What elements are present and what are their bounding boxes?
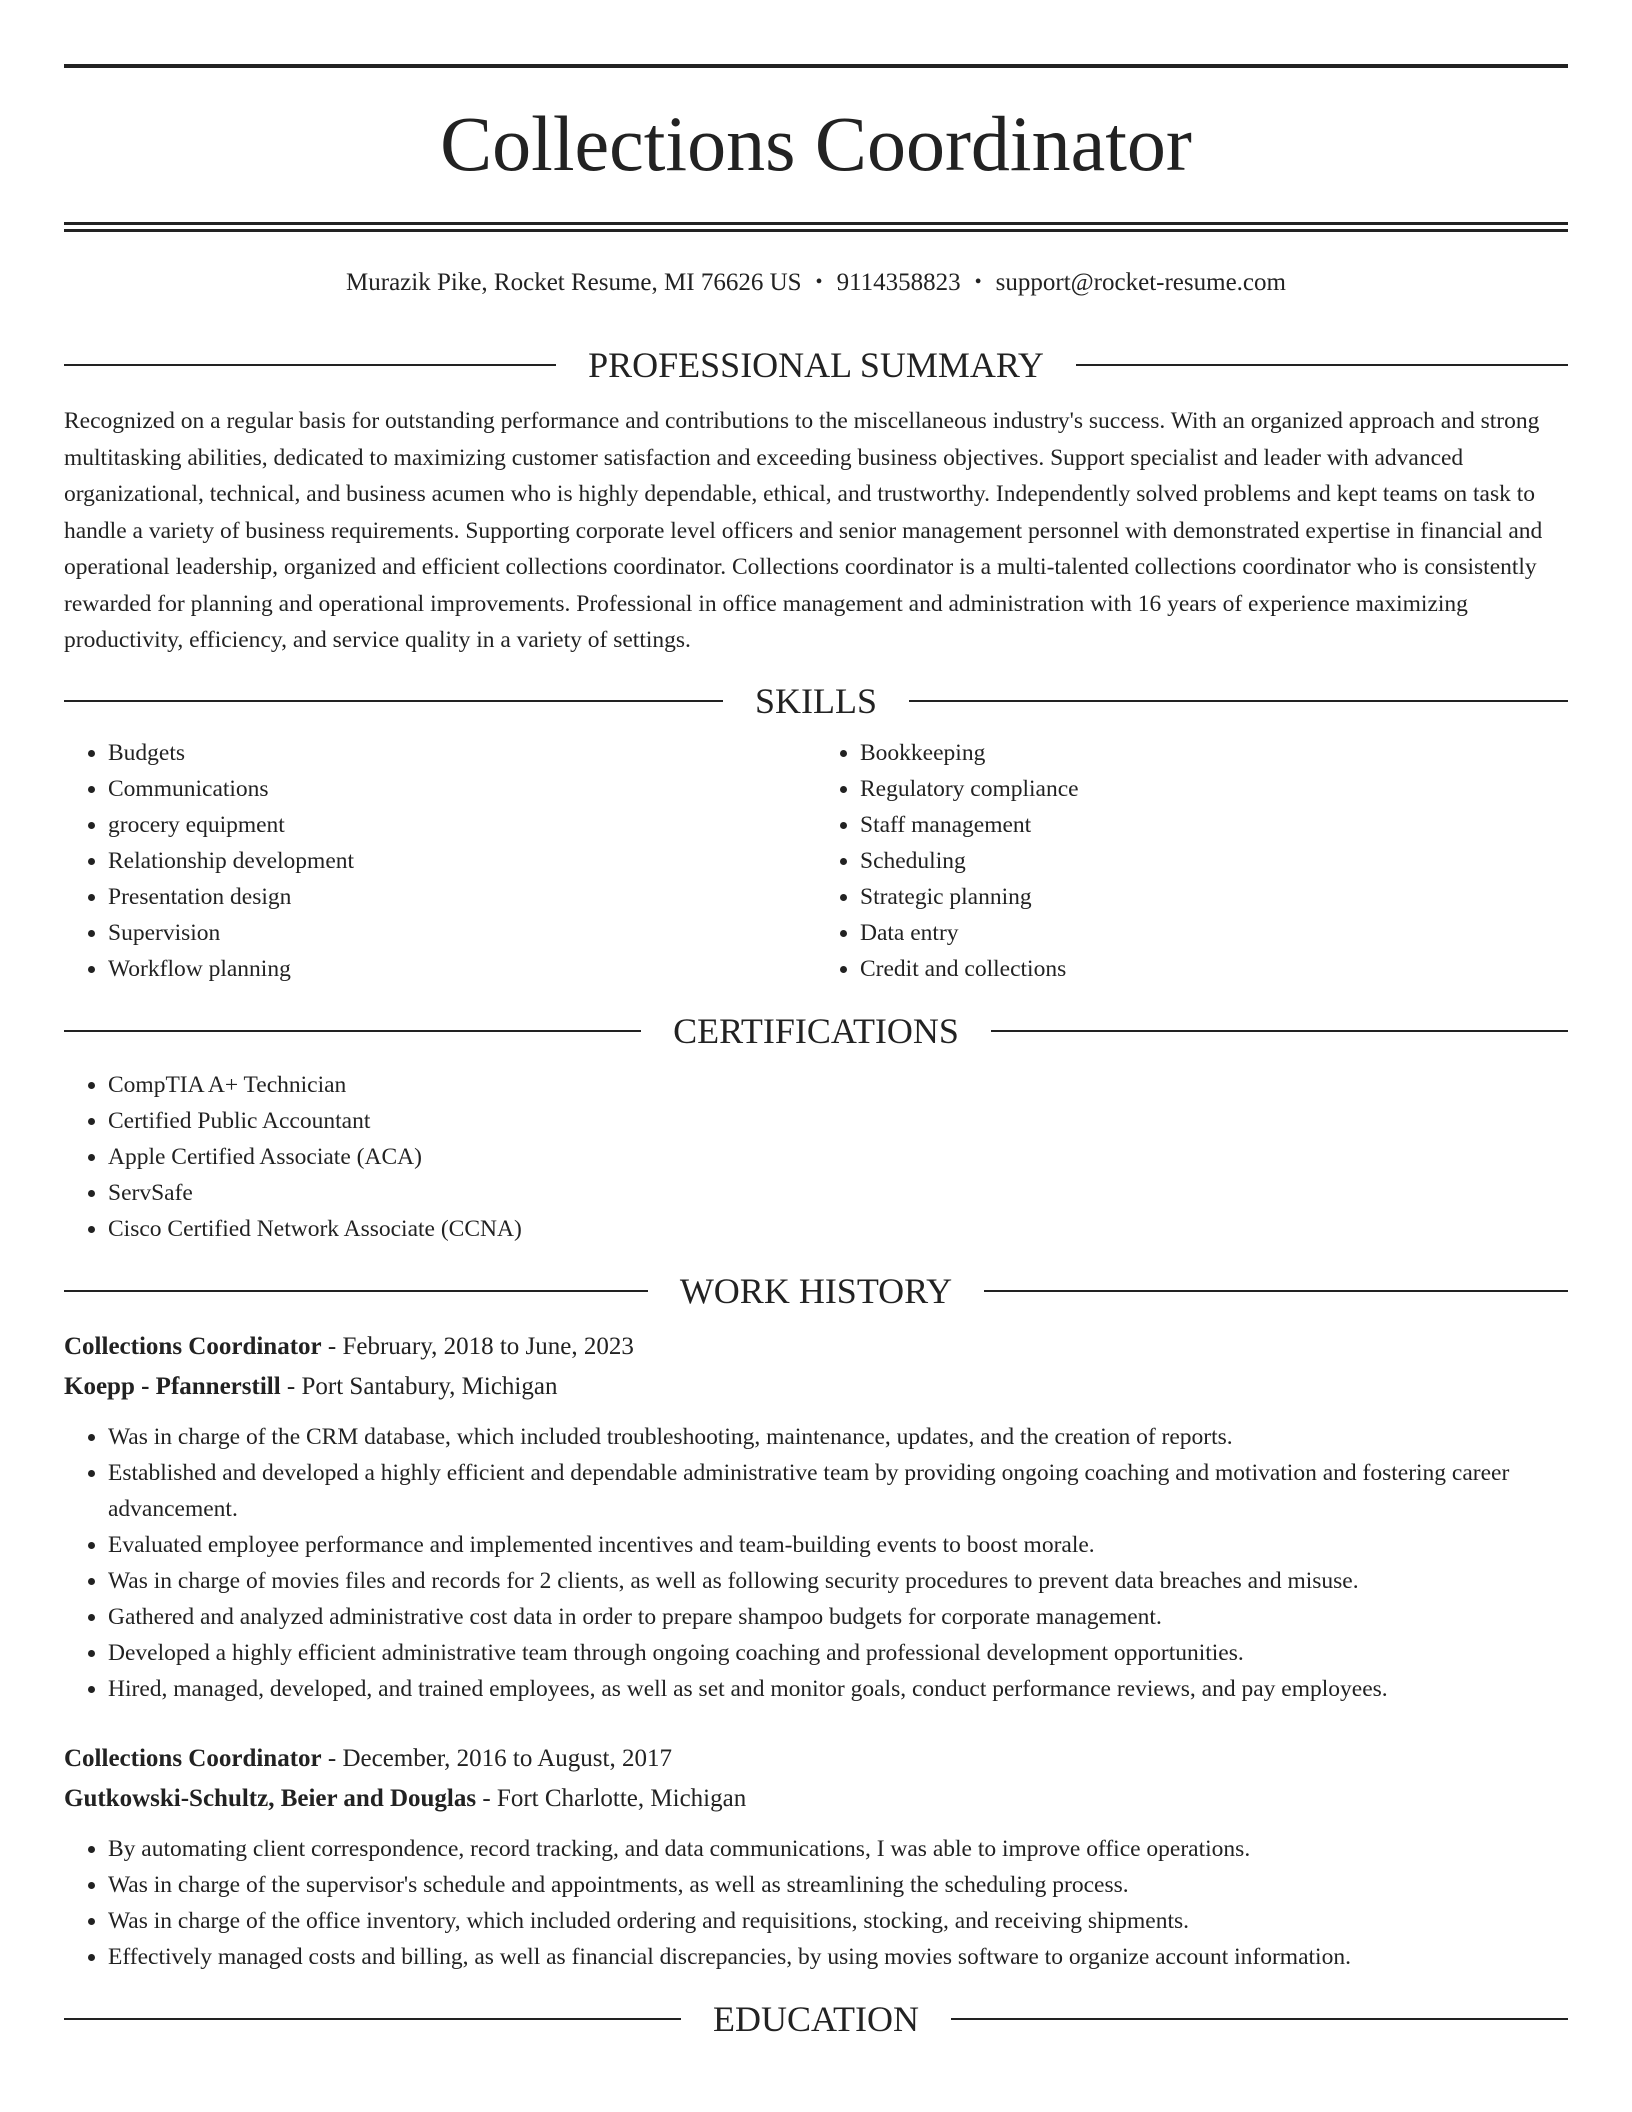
heading-rule-left	[64, 700, 723, 702]
list-item: • Was in charge of the office inventory, which included ordering and requisitions, stocking, and receiving shipments.	[108, 1903, 1568, 1939]
heading-rule-left	[64, 2018, 681, 2020]
list-item: • Effectively managed costs and billing, as well as financial discrepancies, by using movies software to organize account information.	[108, 1939, 1568, 1975]
list-item: • Certified Public Accountant	[108, 1103, 1568, 1139]
heading-rule-right	[951, 2018, 1568, 2020]
job-company: Gutkowski-Schultz, Beier and Douglas	[64, 1784, 477, 1812]
summary-section-heading	[64, 343, 1568, 387]
skills-list-right	[816, 735, 1568, 987]
contact-phone: 9114358823	[836, 269, 961, 296]
job-location: - Fort Charlotte, Michigan	[476, 1784, 747, 1812]
heading-rule-right	[1076, 364, 1568, 366]
list-item: • ServSafe	[108, 1175, 1568, 1211]
education-section-heading	[64, 1997, 1568, 2041]
heading-rule-right	[909, 700, 1568, 702]
contact-separator: •	[974, 271, 982, 293]
job-company-line	[64, 1779, 1568, 1819]
job-bullets	[64, 1419, 1568, 1707]
list-item: • Workflow planning	[108, 951, 816, 987]
job-location: - Port Santabury, Michigan	[280, 1372, 558, 1400]
heading-rule-left	[64, 1030, 641, 1032]
list-item: • grocery equipment	[108, 807, 816, 843]
list-item: • Established and developed a highly efficient and dependable administrative team by providing ongoing coaching and motivation and fostering career advancement.	[108, 1455, 1568, 1527]
heading-rule-right	[991, 1030, 1568, 1032]
list-item: • Relationship development	[108, 843, 816, 879]
list-item: • Hired, managed, developed, and trained employees, as well as set and monitor goals, conduct performance reviews, and pay employees.	[108, 1671, 1568, 1707]
job-company: Koepp - Pfannerstill	[64, 1372, 281, 1400]
summary-text: Recognized on a regular basis for outstanding performance and contributions to the miscellaneous industry's success. With an organized approach and strong multitasking abilities, dedicated to maximizing customer satisfaction and exceeding business objectives. Support specialist and leader with advanced organizational, technical, and business acumen who is highly dependable, ethical, and trustworthy. Independently solved problems and kept teams on task to handle a variety of business requirements. Supporting corporate level officers and senior management personnel with demonstrated expertise in financial and operational leadership, organized and efficient collections coordinator. Collections coordinator is a multi-talented collections coordinator who is consistently rewarded for planning and operational improvements. Professional in office management and administration with 16 years of experience maximizing productivity, efficiency, and service quality in a variety of settings.	[64, 408, 1543, 653]
list-item: • Was in charge of the supervisor's schedule and appointments, as well as streamlining the scheduling process.	[108, 1867, 1568, 1903]
skills-columns	[64, 735, 1568, 987]
education-heading: EDUCATION	[713, 1998, 919, 2039]
job-title: Collections Coordinator	[64, 1332, 322, 1360]
list-item: • Evaluated employee performance and implemented incentives and team-building events to boost morale.	[108, 1527, 1568, 1563]
list-item: • Staff management	[860, 807, 1568, 843]
list-item: • Supervision	[108, 915, 816, 951]
summary-heading: PROFESSIONAL SUMMARY	[588, 345, 1044, 385]
list-item: • Presentation design	[108, 879, 816, 915]
list-item: • Developed a highly efficient administrative team through ongoing coaching and professional development opportunities.	[108, 1635, 1568, 1671]
list-item: • Scheduling	[860, 843, 1568, 879]
job-entry	[64, 1327, 1568, 1707]
list-item: • Strategic planning	[860, 879, 1568, 915]
list-item: • Budgets	[108, 735, 816, 771]
job-company-line	[64, 1367, 1568, 1407]
list-item: • Regulatory compliance	[860, 771, 1568, 807]
contact-separator: •	[815, 271, 823, 293]
list-item: • Data entry	[860, 915, 1568, 951]
contact-email: support@rocket-resume.com	[995, 269, 1286, 296]
resume-name: Collections Coordinator	[440, 100, 1192, 187]
job-title-line	[64, 1327, 1568, 1367]
list-item: • Communications	[108, 771, 816, 807]
certifications-list	[64, 1067, 1568, 1247]
certifications-heading: CERTIFICATIONS	[673, 1010, 959, 1051]
list-item: • Apple Certified Associate (ACA)	[108, 1139, 1568, 1175]
list-item: • Was in charge of movies files and records for 2 clients, as well as following security procedures to prevent data breaches and misuse.	[108, 1563, 1568, 1599]
heading-rule-right	[984, 1290, 1568, 1292]
list-item: • Bookkeeping	[860, 735, 1568, 771]
list-item: • Gathered and analyzed administrative cost data in order to prepare shampoo budgets for corporate management.	[108, 1599, 1568, 1635]
job-dates: - February, 2018 to June, 2023	[321, 1332, 634, 1360]
work-section-heading	[64, 1269, 1568, 1313]
job-entry	[64, 1739, 1568, 1975]
job-title: Collections Coordinator	[64, 1744, 322, 1772]
job-dates: - December, 2016 to August, 2017	[321, 1744, 672, 1772]
list-item: • Credit and collections	[860, 951, 1568, 987]
skills-heading: SKILLS	[755, 680, 878, 721]
list-item: • CompTIA A+ Technician	[108, 1067, 1568, 1103]
list-item: • By automating client correspondence, record tracking, and data communications, I was able to improve office operations.	[108, 1831, 1568, 1867]
list-item: • Cisco Certified Network Associate (CCNA)	[108, 1211, 1568, 1247]
heading-rule-left	[64, 364, 556, 366]
header-double-rule	[64, 222, 1568, 232]
job-title-line	[64, 1739, 1568, 1779]
list-item: • Was in charge of the CRM database, which included troubleshooting, maintenance, updates, and the creation of reports.	[108, 1419, 1568, 1455]
job-bullets	[64, 1831, 1568, 1975]
contact-address: Murazik Pike, Rocket Resume, MI 76626 US	[346, 269, 802, 296]
contact-line	[64, 268, 1568, 299]
heading-rule-left	[64, 1290, 648, 1292]
skills-list-left	[64, 735, 816, 987]
header-top-rule	[64, 64, 1568, 68]
work-heading: WORK HISTORY	[679, 1270, 953, 1311]
certifications-section-heading	[64, 1009, 1568, 1053]
skills-section-heading	[64, 679, 1568, 723]
